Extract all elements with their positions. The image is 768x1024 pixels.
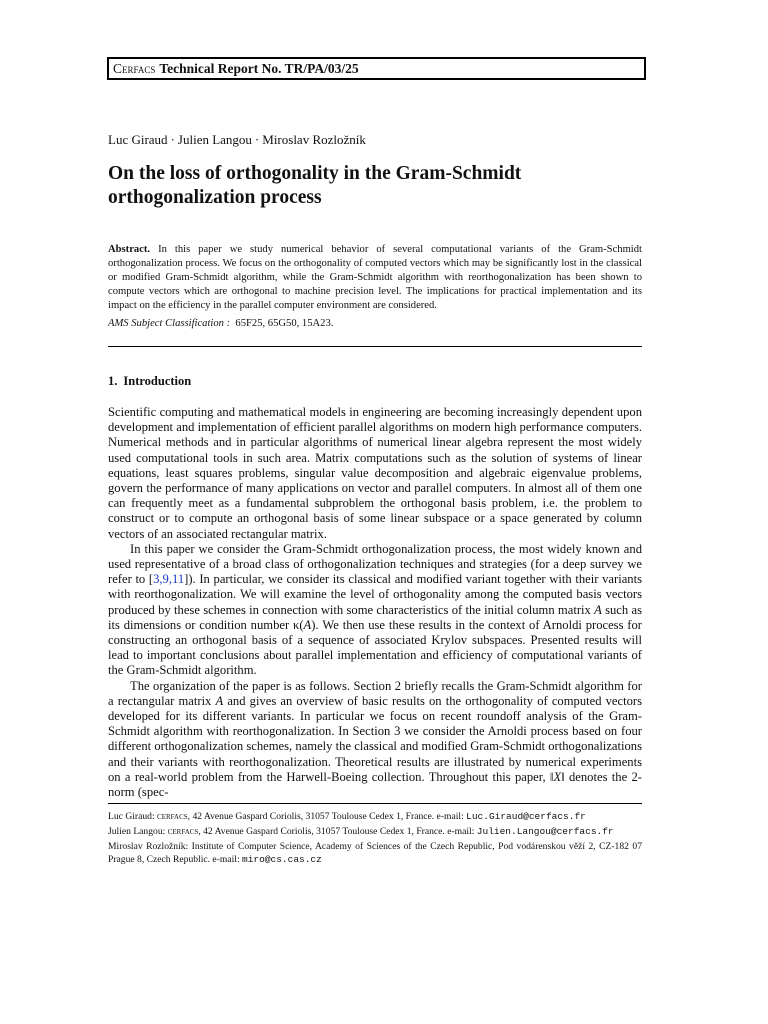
paragraph-text: denotes the 2-norm (spec- bbox=[108, 769, 642, 800]
section-heading bbox=[108, 374, 191, 389]
email-link[interactable]: miro@cs.cas.cz bbox=[242, 853, 322, 865]
footnote-divider bbox=[108, 803, 642, 804]
paragraph-text: and gives an overview of basic results on the orthogonality of computed vectors developed for its different variants. In particular we focus on recent roundoff analysis of the Gram-Schmidt algorithm with reorthogonalization. In Section 3 we consider the Arnoldi process based on four different orthogonalization schemes, namely the classical and modified Gram-Schmidt orthogonalizations and their variants with reorthogonalization. Theoretical results are illustrated by numerical experiments on a real-world problem from the Harwell-Boeing collection. Throughout this paper, bbox=[108, 693, 643, 784]
math-symbol: A bbox=[215, 693, 224, 708]
footnote-author: Miroslav Rozložník bbox=[108, 841, 186, 852]
email-link[interactable]: Luc.Giraud@cerfacs.fr bbox=[466, 811, 586, 822]
header-org: Cerfacs bbox=[113, 61, 156, 76]
body-text bbox=[108, 405, 642, 800]
author-name: Luc Giraud bbox=[108, 132, 168, 147]
paper-title: On the loss of orthogonality in the Gram-Schmidt orthogonalization process bbox=[108, 163, 522, 208]
author-separator: · bbox=[254, 132, 260, 147]
footnote-address: , 42 Avenue Gaspard Coriolis, 31057 Toulouse Cedex 1, France. e-mail: bbox=[198, 826, 477, 837]
footnote-author: Luc Giraud bbox=[108, 811, 152, 822]
math-norm: ‖X‖ bbox=[549, 769, 565, 784]
section-number: 1. bbox=[108, 374, 118, 388]
email-link[interactable]: Julien.Langou@cerfacs.fr bbox=[476, 826, 614, 837]
abstract-divider bbox=[108, 346, 642, 347]
paragraph-text: In this paper we consider the Gram-Schmidt orthogonalization process, the most widely known and used representative of a broad class of orthogonalization techniques and strategies (for a deep survey we refer to [ bbox=[108, 541, 642, 587]
citation-link[interactable]: 3,9,11 bbox=[153, 572, 185, 587]
ams-codes: 65F25, 65G50, 15A23. bbox=[235, 318, 334, 329]
math-symbol: A bbox=[594, 602, 602, 617]
paragraph-text: ). We then use these results in the context of Arnoldi process for constructing an orthogonal basis of a sequence of associated Krylov subspaces. Presented results will lead to important conclusions about parallel implementation and efficiency of computational variants of the Gram-Schmidt algorithm. bbox=[108, 617, 642, 678]
paragraph-text: Scientific computing and mathematical models in engineering are becoming increasingly dependent upon development and implementation of efficient parallel algorithms on modern high performance computers. Numerical methods and in particular algorithms of numerical linear algebra represent the most widely used computational tools in such area. Matrix computations such as the solution of systems of linear equations, least squares problems, singular value decomposition and algebraic eigenvalue problems, govern the performance of many applications on vector and parallel computers. In almost all of them one can frequently meet as a fundamental subproblem the orthogonal basis problem, i.e. the problem to construct or to compute an orthogonal basis of some linear subspace or a space generated by column vectors of an associated rectangular matrix. bbox=[108, 405, 642, 541]
report-header-box bbox=[107, 57, 646, 80]
author-name: Julien Langou bbox=[177, 132, 252, 147]
paragraph bbox=[108, 542, 642, 679]
paragraph-text: ]). In particular, we consider its classical and modified variant together with their variants with reorthogonalization. We will examine the level of orthogonality among the computed basis vectors produced by these schemes in connection with some characteristics of the initial column matrix bbox=[108, 572, 642, 617]
abstract-text: In this paper we study numerical behavior of several computational variants of the Gram-Schmidt orthogonalization process. We focus on the orthogonality of computed vectors which may be significantly lost in the classical or modified Gram-Schmidt algorithm, while the Gram-Schmidt algorithm with reorthogonalization has been shown to compute vectors which are orthogonal to machine precision level. The implications for practical implementation and its impact on the efficiency in the parallel computer environment are considered. bbox=[108, 244, 642, 311]
footnote-author: Julien Langou bbox=[108, 826, 163, 837]
author-list bbox=[108, 132, 366, 148]
section-title: Introduction bbox=[123, 374, 192, 388]
footnote: Julien Langou: cerfacs, 42 Avenue Gaspard Coriolis, 31057 Toulouse Cedex 1, France. e-mail: Julien.Langou@cerfacs.fr bbox=[108, 826, 614, 837]
paragraph bbox=[108, 679, 642, 801]
ams-label: AMS Subject Classification : bbox=[108, 318, 231, 329]
paragraph bbox=[108, 405, 642, 542]
math-symbol: A bbox=[303, 617, 312, 632]
paragraph-text: such as its dimensions or condition number κ( bbox=[108, 602, 642, 632]
footnote-org: cerfacs bbox=[157, 811, 188, 822]
abstract-label: Abstract. bbox=[108, 244, 151, 255]
footnotes bbox=[108, 811, 642, 869]
paragraph-text: The organization of the paper is as follows. Section 2 briefly recalls the Gram-Schmidt algorithm for a rectangular matrix bbox=[108, 678, 642, 708]
abstract bbox=[108, 243, 642, 313]
footnote-org: cerfacs bbox=[167, 826, 199, 837]
footnote-address: : Institute of Computer Science, Academy of Sciences of the Czech Republic, Pod vodárenskou věží 2, CZ-182 07 Prague 8, Czech Republic. e-mail: bbox=[108, 841, 642, 865]
author-name: Miroslav Rozložník bbox=[262, 132, 366, 147]
footnote bbox=[108, 841, 642, 866]
footnote-address: , 42 Avenue Gaspard Coriolis, 31057 Toulouse Cedex 1, France. e-mail: bbox=[187, 811, 467, 822]
footnote: Luc Giraud: cerfacs, 42 Avenue Gaspard Coriolis, 31057 Toulouse Cedex 1, France. e-mail: Luc.Giraud@cerfacs.fr bbox=[108, 811, 586, 822]
author-separator: · bbox=[170, 132, 175, 147]
ams-classification bbox=[108, 318, 333, 329]
report-number: Technical Report No. TR/PA/03/25 bbox=[159, 61, 359, 76]
